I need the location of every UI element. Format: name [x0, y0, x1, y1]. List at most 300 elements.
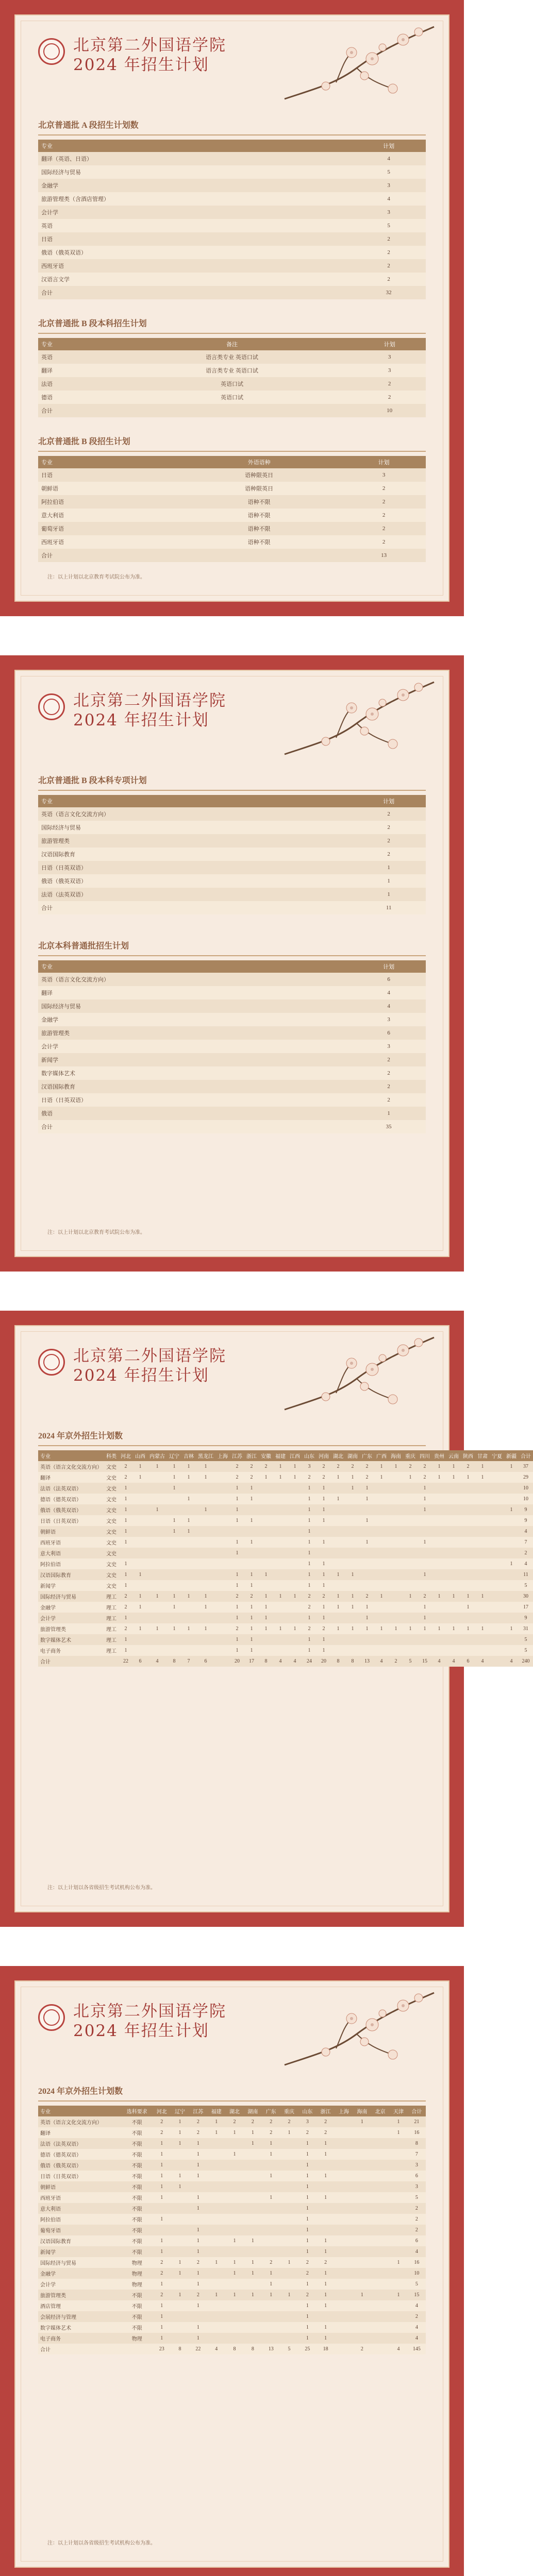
- table-cell: [196, 1558, 215, 1569]
- table-cell: [371, 2214, 389, 2225]
- table-cell: [504, 1613, 519, 1623]
- table-row: [38, 999, 426, 1013]
- table-cell: 1: [153, 2149, 171, 2160]
- table-cell: 2: [352, 1093, 426, 1107]
- table-cell: [374, 1634, 389, 1645]
- table-cell: 1: [298, 2192, 317, 2203]
- table-cell: [273, 1634, 288, 1645]
- table-cell: [244, 1558, 259, 1569]
- table-cell: [244, 2192, 262, 2203]
- table-cell: [147, 1613, 167, 1623]
- table-cell: [215, 1623, 230, 1634]
- table-cell: 1: [189, 2225, 207, 2235]
- table-cell: 会计学: [38, 1613, 104, 1623]
- table-cell: [461, 1613, 475, 1623]
- table-cell: 2: [352, 246, 426, 259]
- table-cell: 1: [119, 1494, 133, 1504]
- table-cell: [446, 1580, 461, 1591]
- table-cell: 10: [408, 2268, 426, 2279]
- plan-table: [38, 795, 426, 914]
- table-cell: 1: [171, 2257, 189, 2268]
- table-cell: [345, 1558, 360, 1569]
- table-cell: 8: [259, 1656, 273, 1667]
- table-cell: [196, 1613, 215, 1623]
- table-cell: [259, 1537, 273, 1548]
- table-cell: 1: [153, 2235, 171, 2246]
- table-cell: [167, 1537, 181, 1548]
- table-cell: [215, 1569, 230, 1580]
- table-cell: 2: [342, 522, 426, 535]
- table-cell: 1: [119, 1504, 133, 1515]
- table-cell: [331, 1504, 345, 1515]
- table-cell: [171, 2203, 189, 2214]
- table-cell: 2: [230, 1591, 244, 1602]
- table-cell: 1: [418, 1613, 432, 1623]
- table-cell: [432, 1645, 446, 1656]
- table-cell: [331, 1483, 345, 1494]
- table-cell: 3: [352, 1013, 426, 1026]
- table-cell: [181, 1504, 196, 1515]
- table-cell: [171, 2225, 189, 2235]
- table-cell: [403, 1645, 418, 1656]
- table-row: [38, 232, 426, 246]
- table-cell: 1: [230, 1548, 244, 1558]
- table-header-cell: 科类: [104, 1450, 119, 1461]
- table-cell: 1: [288, 1623, 302, 1634]
- table-cell: [371, 2138, 389, 2149]
- table-cell: [335, 2127, 353, 2138]
- table-cell: 1: [189, 2192, 207, 2203]
- table-cell: 4: [519, 1526, 533, 1537]
- table-cell: 翻译（英语、日语）: [38, 152, 352, 165]
- plan-table: [38, 140, 426, 299]
- table-row: [38, 1591, 533, 1602]
- table-row: [38, 1634, 533, 1645]
- table-cell: [371, 2290, 389, 2300]
- table-cell: 日语（日英双语）: [38, 2171, 122, 2181]
- table-cell: 俄语（俄英双语）: [38, 2160, 122, 2171]
- table-cell: 1: [317, 2235, 335, 2246]
- table-cell: 1: [317, 1580, 331, 1591]
- table-cell: 1: [298, 2235, 317, 2246]
- table-cell: 4: [475, 1656, 490, 1667]
- table-cell: [280, 2149, 298, 2160]
- table-header-cell: 内蒙古: [147, 1450, 167, 1461]
- table-cell: 葡萄牙语: [38, 522, 176, 535]
- table-cell: 1: [461, 1623, 475, 1634]
- table-cell: 1: [225, 2290, 243, 2300]
- table-cell: 法语（法英双语）: [38, 2138, 122, 2149]
- table-cell: 1: [262, 2290, 280, 2300]
- table-cell: [225, 2138, 243, 2149]
- table-cell: 西班牙语: [38, 2192, 122, 2203]
- table-cell: 1: [302, 1613, 317, 1623]
- table-cell: [475, 1569, 490, 1580]
- table-cell: [147, 1515, 167, 1526]
- table-cell: 21: [408, 2116, 426, 2127]
- table-cell: [244, 2279, 262, 2290]
- table-cell: [181, 1634, 196, 1645]
- table-cell: [133, 1634, 147, 1645]
- table-cell: [461, 1569, 475, 1580]
- page-content: [38, 1429, 531, 1684]
- table-cell: 8: [167, 1656, 181, 1667]
- table-cell: 1: [504, 1558, 519, 1569]
- table-cell: 1: [147, 1623, 167, 1634]
- table-cell: 2: [317, 2257, 335, 2268]
- table-cell: [418, 1645, 432, 1656]
- table-cell: 4: [147, 1656, 167, 1667]
- table-row: [38, 1053, 426, 1066]
- table-cell: [432, 1558, 446, 1569]
- table-cell: [389, 2138, 407, 2149]
- table-cell: 俄语（俄英双语）: [38, 874, 352, 888]
- table-row: [38, 273, 426, 286]
- table-cell: 英语口试: [111, 377, 354, 391]
- table-cell: 1: [389, 2290, 407, 2300]
- table-header-cell: 湖南: [345, 1450, 360, 1461]
- table-cell: 不限: [122, 2149, 153, 2160]
- table-cell: 6: [196, 1656, 215, 1667]
- table-header-cell: 吉林: [181, 1450, 196, 1461]
- table-cell: 2: [418, 1591, 432, 1602]
- table-cell: [119, 1548, 133, 1558]
- table-cell: 1: [352, 861, 426, 874]
- table-cell: [403, 1504, 418, 1515]
- table-cell: [244, 2149, 262, 2160]
- table-cell: 3: [302, 1461, 317, 1472]
- table-cell: 合计: [38, 1656, 104, 1667]
- table-cell: [215, 1515, 230, 1526]
- table-cell: 1: [196, 1504, 215, 1515]
- table-cell: 不限: [122, 2214, 153, 2225]
- table-cell: [389, 1569, 403, 1580]
- table-cell: 2: [317, 1623, 331, 1634]
- table-row: [38, 807, 426, 821]
- table-cell: [262, 2225, 280, 2235]
- table-cell: [418, 1558, 432, 1569]
- table-cell: [171, 2300, 189, 2311]
- table-cell: 1: [119, 1645, 133, 1656]
- table-cell: [288, 1602, 302, 1613]
- brochure-page: [0, 1311, 531, 1927]
- table-cell: [490, 1613, 504, 1623]
- table-cell: [196, 1494, 215, 1504]
- table-header-cell: 专业: [38, 1450, 104, 1461]
- table-cell: [475, 1515, 490, 1526]
- table-cell: [207, 2203, 225, 2214]
- table-cell: [345, 1548, 360, 1558]
- table-cell: 8: [171, 2344, 189, 2354]
- table-cell: [461, 1504, 475, 1515]
- table-cell: 1: [403, 1591, 418, 1602]
- table-cell: [259, 1515, 273, 1526]
- table-cell: [446, 1515, 461, 1526]
- table-cell: 11: [519, 1569, 533, 1580]
- table-row: [38, 259, 426, 273]
- table-cell: 国际经济与贸易: [38, 999, 352, 1013]
- table-cell: 1: [504, 1623, 519, 1634]
- table-cell: [461, 1548, 475, 1558]
- table-cell: 2: [153, 2116, 171, 2127]
- table-cell: [273, 1645, 288, 1656]
- table-cell: 语种不限: [176, 495, 342, 509]
- plum-blossom-branch-icon: [279, 22, 439, 109]
- table-cell: [446, 1569, 461, 1580]
- table-cell: 1: [230, 1613, 244, 1623]
- table-cell: 8: [244, 2344, 262, 2354]
- table-cell: 1: [317, 2192, 335, 2203]
- table-cell: [207, 2225, 225, 2235]
- table-cell: 1: [345, 1483, 360, 1494]
- table-cell: 数字媒体艺术: [38, 2322, 122, 2333]
- table-cell: 2: [230, 1472, 244, 1483]
- table-header-cell: 北京: [371, 2106, 389, 2116]
- table-cell: [461, 1634, 475, 1645]
- table-cell: 1: [302, 1515, 317, 1526]
- table-cell: [389, 2225, 407, 2235]
- table-cell: 1: [167, 1515, 181, 1526]
- table-cell: [215, 1548, 230, 1558]
- table-cell: [262, 2311, 280, 2322]
- table-cell: 文史: [104, 1472, 119, 1483]
- table-cell: 1: [302, 1494, 317, 1504]
- table-cell: [389, 1548, 403, 1558]
- table-cell: 俄语（俄英双语）: [38, 246, 352, 259]
- table-cell: [288, 1526, 302, 1537]
- table-cell: 1: [119, 1483, 133, 1494]
- table-row: [38, 152, 426, 165]
- table-cell: [280, 2214, 298, 2225]
- table-cell: [353, 2192, 371, 2203]
- table-cell: 2: [352, 848, 426, 861]
- table-cell: [475, 1548, 490, 1558]
- table-cell: 1: [262, 2149, 280, 2160]
- table-cell: [475, 1613, 490, 1623]
- table-row: [38, 1526, 533, 1537]
- table-cell: 1: [317, 1483, 331, 1494]
- table-cell: 3: [352, 179, 426, 192]
- table-cell: [196, 1515, 215, 1526]
- table-cell: 1: [225, 2127, 243, 2138]
- table-cell: [171, 2214, 189, 2225]
- table-cell: [335, 2138, 353, 2149]
- table-cell: 汉语国际教育: [38, 2235, 122, 2246]
- table-row: [38, 2214, 426, 2225]
- table-cell: 1: [133, 1569, 147, 1580]
- table-cell: 2: [225, 2116, 243, 2127]
- table-cell: 旅游管理类: [38, 1026, 352, 1040]
- table-cell: [171, 2149, 189, 2160]
- table-cell: 1: [196, 1591, 215, 1602]
- table-cell: 3: [408, 2160, 426, 2171]
- table-cell: 不限: [122, 2225, 153, 2235]
- table-cell: 2: [353, 2344, 371, 2354]
- table-cell: 日语（日英双语）: [38, 1093, 352, 1107]
- table-header-cell: 计划: [352, 960, 426, 973]
- table-cell: [389, 2192, 407, 2203]
- page-paper: [14, 670, 449, 1257]
- table-cell: [432, 1504, 446, 1515]
- table-cell: [432, 1569, 446, 1580]
- table-cell: [374, 1569, 389, 1580]
- table-cell: [371, 2127, 389, 2138]
- table-cell: 1: [181, 1472, 196, 1483]
- table-row: [38, 1645, 533, 1656]
- table-cell: [389, 1634, 403, 1645]
- table-cell: [490, 1580, 504, 1591]
- table-row: [38, 549, 426, 562]
- table-row: [38, 1504, 533, 1515]
- table-cell: [475, 1634, 490, 1645]
- table-row: [38, 2344, 426, 2354]
- table-cell: 旅游管理类: [38, 1623, 104, 1634]
- table-cell: [371, 2268, 389, 2279]
- table-cell: 31: [519, 1623, 533, 1634]
- table-row: [38, 179, 426, 192]
- table-row: [38, 377, 426, 391]
- table-cell: 1: [189, 2160, 207, 2171]
- page-content: [38, 118, 426, 580]
- table-cell: 英语（语言文化交流方向）: [38, 807, 352, 821]
- table-cell: 1: [153, 2322, 171, 2333]
- plum-blossom-branch-icon: [279, 1988, 439, 2075]
- table-cell: [171, 2160, 189, 2171]
- table-cell: [244, 2300, 262, 2311]
- table-cell: [403, 1580, 418, 1591]
- table-cell: [389, 2311, 407, 2322]
- table-cell: [374, 1515, 389, 1526]
- table-cell: 会计学: [38, 206, 352, 219]
- table-cell: [317, 2181, 335, 2192]
- table-cell: [288, 1494, 302, 1504]
- table-cell: 1: [298, 2138, 317, 2149]
- table-cell: 1: [119, 1537, 133, 1548]
- table-cell: [273, 1548, 288, 1558]
- table-cell: [259, 1494, 273, 1504]
- table-cell: 理工: [104, 1602, 119, 1613]
- table-cell: 1: [374, 1623, 389, 1634]
- table-cell: [345, 1504, 360, 1515]
- table-cell: 7: [181, 1656, 196, 1667]
- table-row: [38, 973, 426, 986]
- table-cell: [280, 2181, 298, 2192]
- table-cell: 新闻学: [38, 1053, 352, 1066]
- table-cell: [259, 1548, 273, 1558]
- table-cell: 6: [133, 1656, 147, 1667]
- table-cell: [288, 1569, 302, 1580]
- table-cell: [225, 2171, 243, 2181]
- table-cell: 1: [189, 2322, 207, 2333]
- table-header-cell: 重庆: [280, 2106, 298, 2116]
- table-cell: [335, 2246, 353, 2257]
- section-title: 北京普通批 B 段招生计划: [38, 437, 130, 446]
- table-cell: 1: [360, 1537, 374, 1548]
- table-cell: [215, 1602, 230, 1613]
- table-cell: 文史: [104, 1548, 119, 1558]
- table-cell: [280, 2246, 298, 2257]
- table-cell: [389, 1537, 403, 1548]
- table-cell: 16: [408, 2257, 426, 2268]
- table-cell: [389, 2160, 407, 2171]
- table-cell: [259, 1526, 273, 1537]
- table-cell: 1: [317, 2290, 335, 2300]
- table-row: [38, 2160, 426, 2171]
- table-cell: 10: [519, 1494, 533, 1504]
- table-cell: 1: [244, 1613, 259, 1623]
- table-header-cell: 广东: [262, 2106, 280, 2116]
- table-row: [38, 364, 426, 377]
- table-row: [38, 404, 426, 417]
- table-cell: [215, 1645, 230, 1656]
- table-cell: [371, 2192, 389, 2203]
- table-cell: [389, 1580, 403, 1591]
- table-cell: 1: [446, 1623, 461, 1634]
- table-cell: 汉语国际教育: [38, 1080, 352, 1093]
- table-cell: 翻译: [38, 2127, 122, 2138]
- table-cell: [490, 1569, 504, 1580]
- table-cell: 不限: [122, 2171, 153, 2181]
- table-row: [38, 2149, 426, 2160]
- table-cell: [446, 1494, 461, 1504]
- table-cell: 17: [519, 1602, 533, 1613]
- table-cell: [207, 2235, 225, 2246]
- table-cell: 2: [302, 1591, 317, 1602]
- table-cell: [280, 2171, 298, 2181]
- table-row: [38, 1656, 533, 1667]
- table-cell: 不限: [122, 2181, 153, 2192]
- table-cell: 1: [302, 1526, 317, 1537]
- table-cell: [280, 2138, 298, 2149]
- table-cell: 2: [119, 1602, 133, 1613]
- table-cell: 1: [298, 2300, 317, 2311]
- table-cell: 2: [317, 1461, 331, 1472]
- table-cell: 会计学: [38, 1040, 352, 1053]
- table-cell: 145: [408, 2344, 426, 2354]
- table-cell: [171, 2333, 189, 2344]
- table-cell: 5: [280, 2344, 298, 2354]
- table-header-cell: 山东: [302, 1450, 317, 1461]
- table-cell: 英语: [38, 219, 352, 232]
- table-cell: [181, 1537, 196, 1548]
- table-cell: [418, 1515, 432, 1526]
- table-cell: [331, 1613, 345, 1623]
- table-cell: 1: [244, 2235, 262, 2246]
- table-cell: [244, 2246, 262, 2257]
- table-cell: [280, 2160, 298, 2171]
- table-cell: 会计学: [38, 2279, 122, 2290]
- table-cell: 1: [167, 1591, 181, 1602]
- table-cell: 5: [403, 1656, 418, 1667]
- table-cell: [389, 1645, 403, 1656]
- table-cell: [371, 2311, 389, 2322]
- page-subtitle: 2024 年招生计划: [73, 56, 209, 74]
- table-cell: [345, 1494, 360, 1504]
- table-cell: 德语（德英双语）: [38, 2149, 122, 2160]
- table-cell: 1: [298, 2311, 317, 2322]
- table-cell: [335, 2344, 353, 2354]
- table-row: [38, 2268, 426, 2279]
- table-cell: 法语（法英双语）: [38, 888, 352, 901]
- table-row: [38, 1107, 426, 1120]
- section-title: 北京普通批 B 段本科招生计划: [38, 319, 147, 328]
- table-cell: [225, 2311, 243, 2322]
- table-cell: 1: [189, 2300, 207, 2311]
- table-cell: 1: [298, 2181, 317, 2192]
- table-cell: 20: [230, 1656, 244, 1667]
- table-cell: [167, 1558, 181, 1569]
- table-cell: [446, 1483, 461, 1494]
